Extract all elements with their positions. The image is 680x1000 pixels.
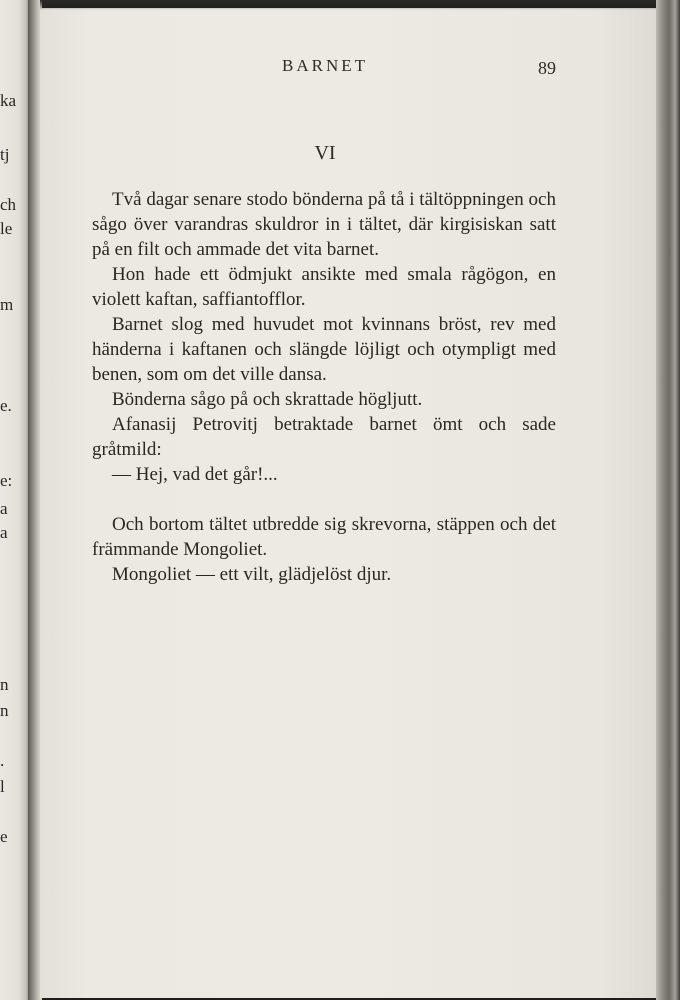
left-page-fragment: ch [0,195,17,214]
paragraph: Afanasij Petrovitj betraktade barnet ömt och sade gråtmild: [92,414,556,460]
left-page-fragment: e: [0,471,13,490]
dialogue-line: — Hej, vad det går!... [112,464,278,485]
body-text [92,187,556,587]
left-page-fragment: le [0,219,13,238]
left-page-fragment: a [0,523,8,542]
paragraph: Mongoliet — ett vilt, glädjelöst djur. [112,564,392,585]
left-page-fragment: n [0,675,9,694]
left-page-fragment: e [0,827,8,846]
left-page-fragment: tj [0,145,10,164]
page-block-edge [656,0,680,1000]
left-page-fragment: ka [0,91,17,110]
left-page-fragment: m [0,295,14,314]
paragraph: Och bortom tältet utbredde sig skrevorna, stäppen och det främmande Mongoliet. [92,514,556,560]
running-head: BARNET [282,56,368,75]
page-number: 89 [538,58,556,78]
paragraph: Två dagar senare stodo bönderna på tå i tältöppningen och sågo över varandras skuldror in i tältet, där kirgisiskan satt på en filt och ammade det vita barnet. [92,189,556,260]
left-page-fragment: . [0,751,5,770]
left-page-fragment: l [0,777,5,796]
paragraph: Bönderna sågo på och skrattade högljutt. [112,389,423,410]
chapter-heading: VI [314,142,336,164]
left-page-fragment: n [0,701,9,720]
paragraph: Barnet slog med huvudet mot kvinnans bröst, rev med händerna i kaftanen och slängde löjligt och otympligt med benen, som om det ville dansa. [92,314,556,385]
paragraph: Hon hade ett ödmjukt ansikte med smala rågögon, en violett kaftan, saffiantofflor. [92,264,556,310]
left-page-fragment: e. [0,396,12,415]
left-page-fragment: a [0,499,8,518]
page-top-shadow [40,0,658,10]
